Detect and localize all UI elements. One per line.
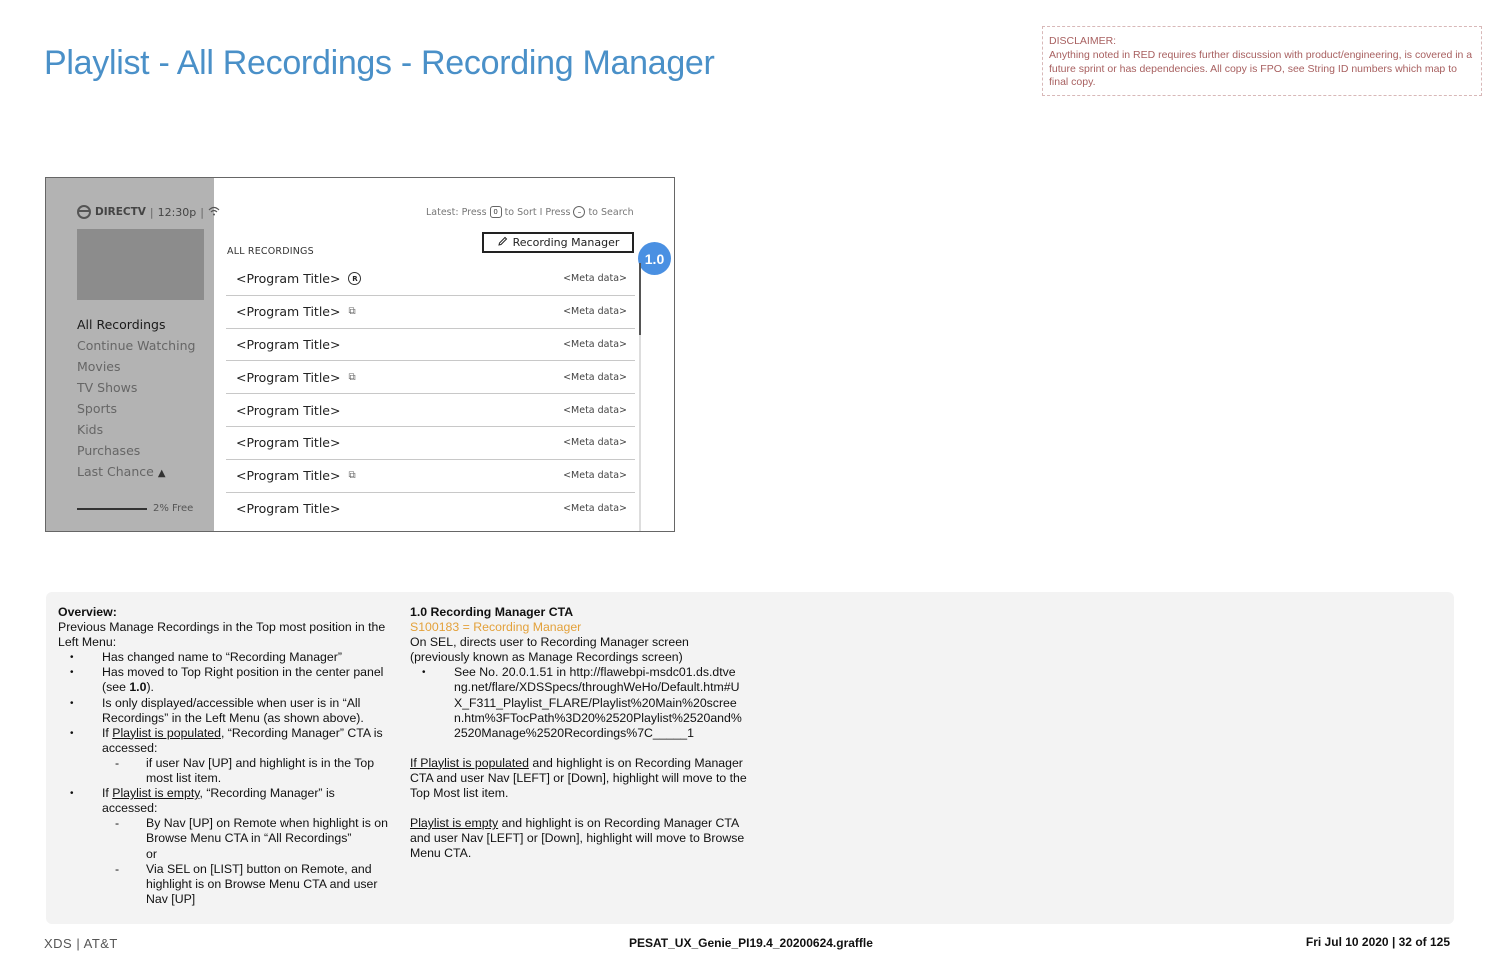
list-item[interactable] — [226, 493, 635, 526]
brand-name: DIRECTV — [95, 206, 146, 218]
program-title: <Program Title> — [236, 402, 341, 418]
footer-filename: PESAT_UX_Genie_PI19.4_20200624.graffle — [629, 936, 873, 950]
meta-data: <Meta data> — [563, 470, 627, 482]
list-item[interactable] — [226, 329, 635, 362]
sort-search-hint — [426, 206, 634, 218]
program-title: <Program Title> — [236, 501, 341, 517]
program-title: <Program Title> — [236, 435, 341, 451]
disclaimer-text: Anything noted in RED requires further discussion with product/engineering, is covered in a future sprint or has dependencies. All copy is FPO, see String ID numbers which map to final copy. — [1049, 48, 1473, 89]
list-item[interactable] — [226, 296, 635, 329]
meta-data: <Meta data> — [563, 338, 627, 350]
storage-bar — [77, 508, 147, 510]
series-icon: ⧉ — [348, 306, 356, 318]
menu-item-purchases[interactable]: Purchases — [77, 443, 141, 458]
cta-description: On SEL, directs user to Recording Manager screen (previously known as Manage Recordings screen) — [410, 635, 689, 665]
att-globe-icon — [77, 205, 91, 219]
sub-item: - if user Nav [UP] and highlight is in the Top most list item. — [58, 756, 388, 786]
sub-item: - Via SEL on [LIST] button on Remote, and highlight is on Browse Menu CTA and user Nav [UP] — [58, 862, 388, 907]
record-icon: R — [348, 272, 361, 285]
hint-press: Press — [461, 206, 487, 218]
list-item[interactable] — [226, 394, 635, 427]
sub-item: - By Nav [UP] on Remote when highlight is on Browse Menu CTA in “All Recordings” — [58, 816, 388, 846]
meta-data: <Meta data> — [563, 437, 627, 449]
disclaimer-box — [1042, 26, 1482, 96]
underlined-term: If Playlist is populated — [410, 755, 529, 770]
storage-label: 2% Free — [153, 503, 194, 514]
underlined-term: Playlist is populated — [112, 725, 221, 740]
scrollbar-thumb[interactable] — [639, 263, 641, 335]
overview-intro: Previous Manage Recordings in the Top most position in the Left Menu: — [58, 620, 386, 650]
cta-notes-column — [410, 605, 750, 861]
pencil-icon — [497, 236, 508, 250]
storage-indicator — [77, 503, 193, 514]
bullet-item — [58, 665, 388, 695]
program-title: <Program Title> — [236, 336, 341, 352]
menu-item-last-chance[interactable] — [77, 461, 195, 482]
bullet-item — [58, 786, 388, 816]
status-bar — [77, 205, 220, 219]
program-title: <Program Title> — [236, 468, 341, 484]
underlined-term: Playlist is empty — [112, 786, 200, 801]
separator: | — [200, 205, 204, 219]
list-item[interactable] — [226, 263, 635, 296]
meta-data: <Meta data> — [563, 503, 627, 515]
list-item[interactable] — [226, 460, 635, 493]
callout-ref: 1.0 — [129, 680, 147, 695]
program-title: <Program Title> — [236, 271, 341, 287]
hint-divider: I — [539, 206, 543, 218]
footer-left: XDS | AT&T — [44, 936, 118, 951]
populated-note — [410, 756, 750, 801]
recordings-list — [226, 263, 635, 525]
spacer — [410, 741, 750, 756]
scrollbar[interactable] — [639, 263, 641, 531]
empty-note — [410, 816, 750, 861]
tv-mockup — [45, 177, 675, 532]
clock: 12:30p — [157, 205, 197, 219]
dash-key-icon: – — [573, 206, 585, 218]
menu-item-continue-watching[interactable]: Continue Watching — [77, 338, 196, 353]
text: Has moved to Top Right position in the center panel (see — [102, 665, 384, 695]
page-title: Playlist - All Recordings - Recording Manager — [44, 44, 715, 82]
text: , “Recording Manager” is accessed: — [102, 786, 335, 816]
hint-search: to Search — [588, 206, 634, 218]
zero-key-icon: 0 — [490, 206, 502, 218]
menu-item-all-recordings[interactable]: All Recordings — [77, 317, 166, 332]
hint-press: Press — [545, 206, 571, 218]
left-menu-panel — [46, 178, 214, 531]
menu-item-kids[interactable]: Kids — [77, 422, 104, 437]
text: , “Recording Manager” CTA is accessed: — [102, 725, 383, 755]
text: If — [102, 725, 113, 740]
text: and highlight is on Recording Manager CTA and user Nav [LEFT] or [Down], highlight will move to the Top Most list item. — [410, 755, 747, 801]
footer-page-info: Fri Jul 10 2020 | 32 of 125 — [1305, 935, 1450, 949]
hint-prefix: Latest: — [426, 206, 459, 218]
menu-item-tv-shows[interactable]: TV Shows — [77, 380, 138, 395]
meta-data: <Meta data> — [563, 306, 627, 318]
warning-icon: ▲ — [157, 468, 166, 479]
meta-data: <Meta data> — [563, 371, 627, 383]
underlined-term: Playlist is empty — [410, 816, 499, 831]
spacer — [410, 801, 750, 816]
separator: | — [149, 205, 154, 219]
string-id: S100183 = Recording Manager — [410, 620, 582, 635]
section-label: ALL RECORDINGS — [227, 246, 314, 257]
program-title: <Program Title> — [236, 369, 341, 385]
text: and highlight is on Recording Manager CTA and user Nav [LEFT] or [Down], highlight will move to Browse Menu CTA. — [410, 816, 745, 861]
center-panel — [214, 178, 674, 531]
meta-data: <Meta data> — [563, 273, 627, 285]
list-item[interactable] — [226, 427, 635, 460]
overview-heading: Overview: — [58, 605, 117, 619]
series-icon: ⧉ — [348, 470, 356, 482]
callout-badge: 1.0 — [638, 242, 671, 275]
overview-column — [58, 605, 388, 907]
recording-manager-label: Recording Manager — [512, 236, 620, 249]
hint-sort: to Sort — [504, 206, 537, 218]
disclaimer-heading: DISCLAIMER: — [1049, 35, 1117, 47]
video-preview — [77, 229, 204, 300]
or-text: or — [146, 846, 157, 861]
list-item[interactable] — [226, 361, 635, 394]
text: If — [102, 786, 113, 801]
recording-manager-button[interactable] — [482, 232, 634, 253]
menu-item-label: Last Chance — [77, 464, 154, 479]
cta-heading: 1.0 Recording Manager CTA — [410, 605, 574, 619]
bullet-item — [58, 726, 388, 756]
bullet-item: • Is only displayed/accessible when user is in “All Recordings” in the Left Menu (as shown above). — [58, 696, 388, 726]
meta-data: <Meta data> — [563, 404, 627, 416]
series-icon: ⧉ — [348, 371, 356, 383]
bullet-item: • Has changed name to “Recording Manager” — [58, 650, 388, 665]
menu-item-sports[interactable]: Sports — [77, 401, 118, 416]
left-menu — [77, 314, 195, 482]
bullet-item: • See No. 20.0.1.51 in http://flawebpi-msdc01.ds.dtveng.net/flare/XDSSpecs/throughWeHo/Default.htm#UX_F311_Playlist_FLARE/Playlist%20Main%20screen.htm%3FTocPath%3D20%2520Playlist%2520and%2520Manage%2520Recordings%7C_____1 — [410, 665, 742, 740]
text: ). — [146, 680, 154, 695]
notes-panel — [46, 592, 1454, 924]
menu-item-movies[interactable]: Movies — [77, 359, 121, 374]
program-title: <Program Title> — [236, 304, 341, 320]
